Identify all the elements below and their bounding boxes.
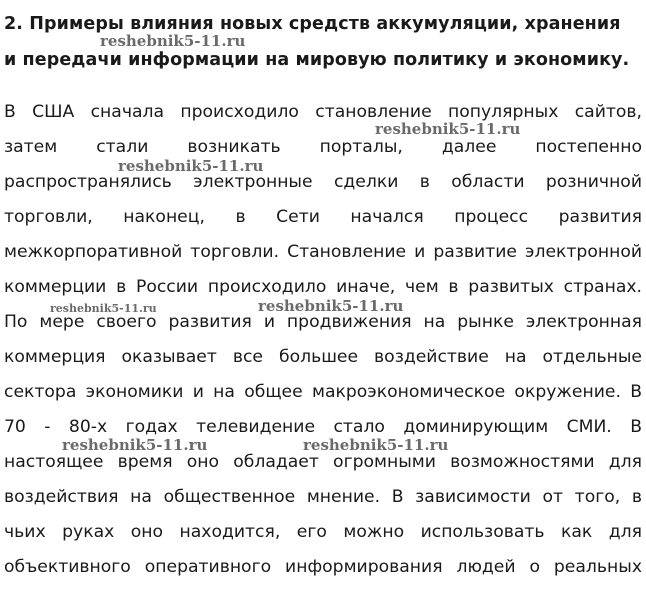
watermark: reshebnik5-11.ru	[258, 297, 404, 315]
body-line: В США сначала происходило становление популярных сайтов,	[4, 102, 642, 122]
watermark: reshebnik5-11.ru	[303, 436, 449, 454]
body-line: По мере своего развития и продвижения на рынке электронная	[4, 312, 642, 332]
watermark: reshebnik5-11.ru	[375, 120, 521, 138]
body-line: воздействия на общественное мнение. В зависимости от того, в	[4, 487, 642, 507]
body-line: межкорпоративной торговли. Становление и развитие электронной	[4, 242, 642, 262]
body-line: объективного оперативного информирования людей о реальных	[4, 557, 642, 577]
body-line: настоящее время оно обладает огромными возможностями для	[4, 452, 642, 472]
body-line: 70 - 80-х годах телевидение стало доминирующим СМИ. В	[4, 417, 642, 437]
body-paragraph	[4, 95, 642, 585]
body-line: чьих руках оно находится, его можно использовать как для	[4, 522, 642, 542]
body-line: коммерция оказывает все большее воздействие на отдельные	[4, 347, 642, 367]
body-line: торговли, наконец, в Сети начался процесс развития	[4, 207, 642, 227]
watermark: reshebnik5-11.ru	[100, 32, 246, 50]
body-line: сектора экономики и на общее макроэкономическое окружение. В	[4, 382, 642, 402]
body-line: распространялись электронные сделки в области розничной	[4, 172, 642, 192]
watermark: reshebnik5-11.ru	[50, 302, 157, 315]
body-line: коммерции в России происходило иначе, чем в развитых странах.	[4, 277, 642, 297]
heading-line: и передачи информации на мировую политику и экономику.	[4, 50, 630, 70]
body-line: затем стали возникать порталы, далее постепенно	[4, 137, 642, 157]
watermark: reshebnik5-11.ru	[118, 157, 264, 175]
watermark: reshebnik5-11.ru	[62, 436, 208, 454]
heading-line: 2. Примеры влияния новых средств аккумуляции, хранения	[4, 14, 621, 34]
